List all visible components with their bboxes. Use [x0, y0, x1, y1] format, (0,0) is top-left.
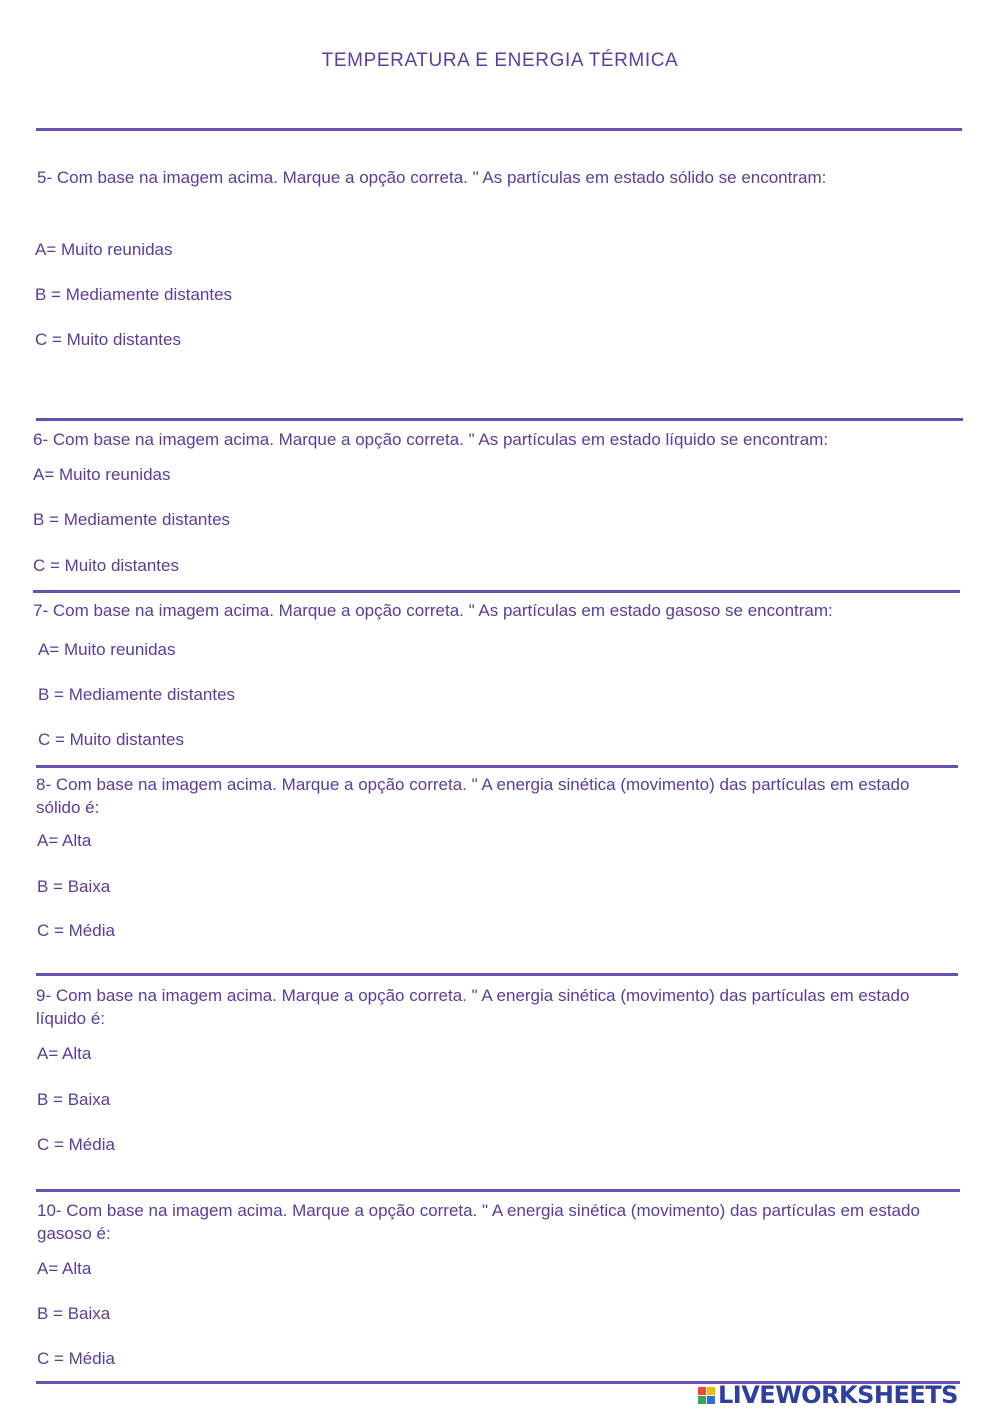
question-9-option-c[interactable]: C = Média: [37, 1135, 115, 1154]
question-8-option-a[interactable]: A= Alta: [37, 831, 92, 850]
badge-cell-1: [698, 1387, 706, 1395]
question-10-option-b[interactable]: B = Baixa: [37, 1304, 111, 1323]
question-8-text: 8- Com base na imagem acima. Marque a opção correta. " A energia sinética (movimento) das partículas em estado sólido é:: [36, 775, 910, 817]
question-10-option-a[interactable]: A= Alta: [37, 1259, 92, 1278]
question-6-option-b[interactable]: B = Mediamente distantes: [33, 510, 231, 529]
question-5-option-a[interactable]: A= Muito reunidas: [35, 240, 173, 259]
question-10-option-c[interactable]: C = Média: [37, 1349, 115, 1368]
question-8-option-c[interactable]: C = Média: [37, 921, 115, 940]
question-5-text: 5- Com base na imagem acima. Marque a opção correta. " As partículas em estado sólido se encontram:: [37, 168, 827, 187]
liveworksheets-logo: [698, 1380, 958, 1410]
question-7-text: 7- Com base na imagem acima. Marque a opção correta. " As partículas em estado gasoso se encontram:: [33, 601, 833, 620]
question-5-option-c[interactable]: C = Muito distantes: [35, 330, 181, 349]
question-8-option-b[interactable]: B = Baixa: [37, 877, 111, 896]
liveworksheets-badge-icon: [698, 1387, 715, 1404]
question-9-option-b[interactable]: B = Baixa: [37, 1090, 111, 1109]
divider: [36, 765, 958, 768]
question-5-option-b[interactable]: B = Mediamente distantes: [35, 285, 233, 304]
question-10-text: 10- Com base na imagem acima. Marque a opção correta. " A energia sinética (movimento) das partículas em estado gasoso é:: [37, 1201, 920, 1243]
question-6-option-c[interactable]: C = Muito distantes: [33, 556, 179, 575]
divider: [36, 1189, 960, 1192]
divider: [36, 418, 963, 421]
question-7-option-c[interactable]: C = Muito distantes: [38, 730, 184, 749]
divider: [36, 128, 962, 131]
question-9-text: 9- Com base na imagem acima. Marque a opção correta. " A energia sinética (movimento) das partículas em estado líquido é:: [36, 986, 910, 1028]
question-6-text: 6- Com base na imagem acima. Marque a opção correta. " As partículas em estado líquido se encontram:: [33, 430, 829, 449]
divider: [33, 590, 960, 593]
question-7-option-a[interactable]: A= Muito reunidas: [38, 640, 176, 659]
question-9-option-a[interactable]: A= Alta: [37, 1044, 92, 1063]
badge-cell-2: [707, 1387, 715, 1395]
divider: [36, 973, 958, 976]
badge-cell-3: [698, 1396, 706, 1404]
liveworksheets-logo-text: LIVEWORKSHEETS: [718, 1381, 958, 1409]
page-title: TEMPERATURA E ENERGIA TÉRMICA: [321, 50, 679, 71]
question-7-option-b[interactable]: B = Mediamente distantes: [38, 685, 236, 704]
badge-cell-4: [707, 1396, 715, 1404]
question-6-option-a[interactable]: A= Muito reunidas: [33, 465, 171, 484]
